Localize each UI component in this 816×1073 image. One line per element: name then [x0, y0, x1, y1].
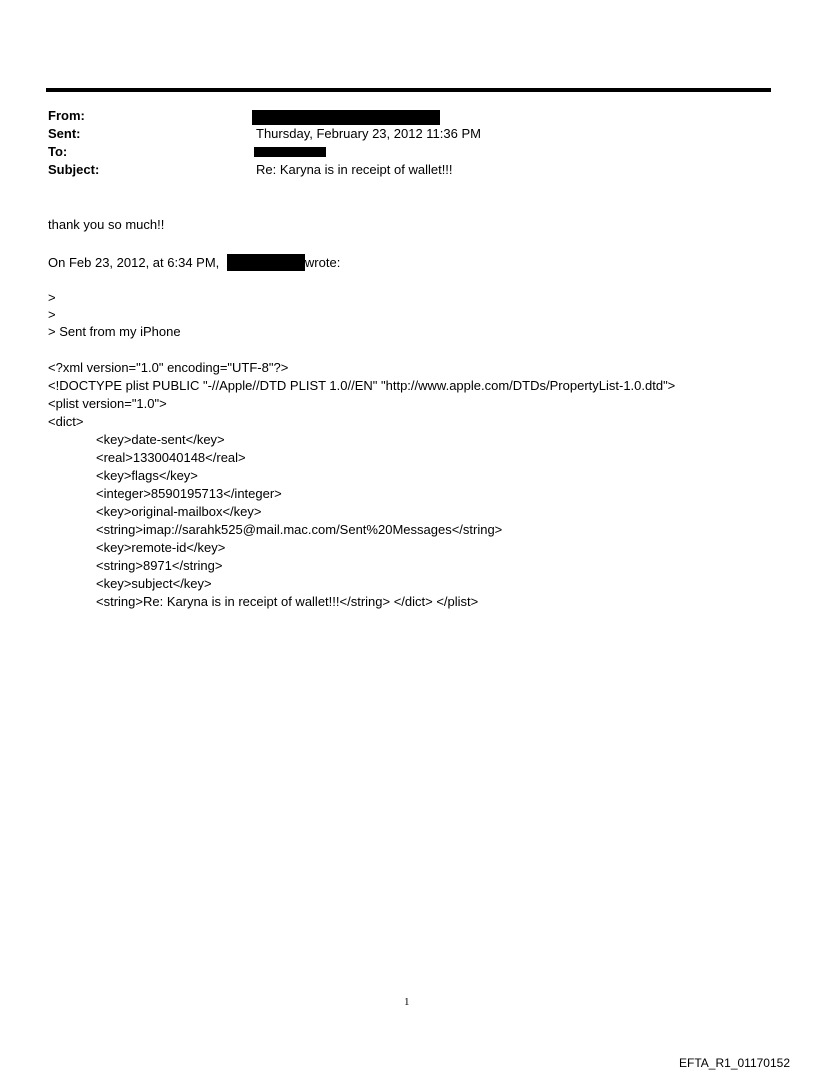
sent-value: Thursday, February 23, 2012 11:36 PM: [256, 126, 481, 141]
to-label: To:: [48, 144, 68, 159]
xml-line: <!DOCTYPE plist PUBLIC "-//Apple//DTD PLIST 1.0//EN" "http://www.apple.com/DTDs/PropertyList-1.0.dtd">: [48, 378, 676, 393]
quote-intro-after: wrote:: [304, 255, 341, 270]
dict-line: <string>8971</string>: [96, 558, 223, 573]
xml-line: <?xml version="1.0" encoding="UTF-8"?>: [48, 360, 289, 375]
quote-line: >: [48, 290, 56, 305]
dict-line: <key>date-sent</key>: [96, 432, 225, 447]
dict-line: <real>1330040148</real>: [96, 450, 246, 465]
subject-value: Re: Karyna is in receipt of wallet!!!: [256, 162, 453, 177]
to-redaction: [254, 147, 326, 157]
xml-line: <plist version="1.0">: [48, 396, 167, 411]
from-redaction: [252, 110, 440, 125]
dict-line: <key>remote-id</key>: [96, 540, 226, 555]
subject-label: Subject:: [48, 162, 100, 177]
dict-line: <string>imap://sarahk525@mail.mac.com/Sent%20Messages</string>: [96, 522, 503, 537]
dict-line: <string>Re: Karyna is in receipt of wallet!!!</string> </dict> </plist>: [96, 594, 479, 609]
page-number: 1: [404, 996, 410, 1008]
quote-intro-before: On Feb 23, 2012, at 6:34 PM,: [48, 255, 220, 270]
dict-line: <integer>8590195713</integer>: [96, 486, 282, 501]
from-label: From:: [48, 108, 85, 123]
xml-line: <dict>: [48, 414, 84, 429]
sent-label: Sent:: [48, 126, 81, 141]
quote-line: >: [48, 307, 56, 322]
quote-intro: [48, 254, 340, 271]
reply-text: thank you so much!!: [48, 217, 165, 232]
dict-line: <key>original-mailbox</key>: [96, 504, 262, 519]
sender-redaction: [227, 254, 305, 271]
bates-number: EFTA_R1_01170152: [679, 1056, 790, 1070]
dict-line: <key>subject</key>: [96, 576, 212, 591]
quote-line: > Sent from my iPhone: [48, 324, 181, 339]
dict-line: <key>flags</key>: [96, 468, 198, 483]
header-rule: [46, 88, 771, 92]
